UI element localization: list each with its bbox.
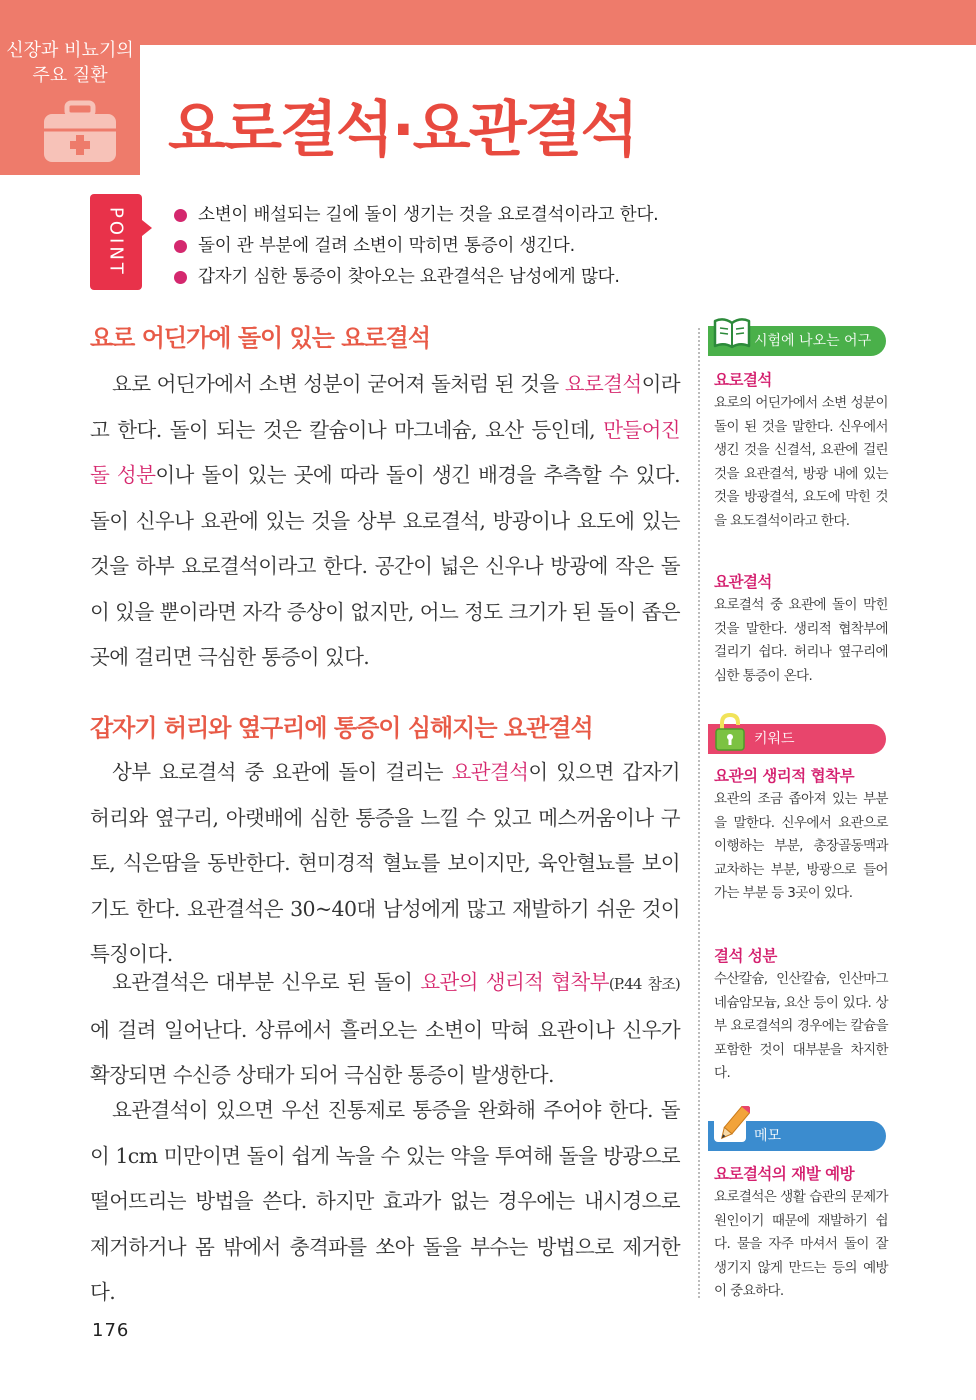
section-tag-text [0,38,140,88]
sidebar-divider [698,328,700,1298]
memo-label: 메모 [754,1128,782,1144]
section1-heading: 요로 어딘가에 돌이 있는 요로결석 [90,324,430,352]
highlight-term: 만들어진 돌 성분 [90,417,680,487]
point-label: POINT [105,207,127,277]
point-item: 돌이 관 부분에 걸려 소변이 막히면 통증이 생긴다. [174,231,659,262]
first-aid-kit-icon [42,100,118,164]
sidebar-term: 요로결석의 재발 예방 [714,1165,855,1183]
sidebar-term: 결석 성분 [714,947,777,965]
sidebar-definition: 요관의 조금 좁아져 있는 부분을 말한다. 신우에서 요관으로 이행하는 부분, 총장골동맥과 교차하는 부분, 방광으로 들어가는 부분 등 3곳이 있다. [714,791,888,901]
sidebar-definition: 요로결석은 생활 습관의 문제가 원인이기 때문에 재발하기 쉽다. 물을 자주 마셔서 돌이 잘 생기지 않게 만드는 등의 예방이 중요하다. [714,1189,888,1299]
sidebar-definition: 수산칼슘, 인산칼슘, 인산마그네슘암모늄, 요산 등이 있다. 상부 요로결석의 경우에는 칼슘을 포함한 것이 대부분을 차지한다. [714,971,888,1081]
sidebar-term: 요관의 생리적 협착부 [714,767,855,785]
sidebar-term: 요로결석 [714,371,772,389]
sidebar-term: 요관결석 [714,573,772,591]
bullet-dot-icon [174,240,187,253]
highlight-term: 요관의 생리적 협착부 [420,970,609,994]
section-tag [0,0,140,175]
section2-paragraph-3: 요관결석이 있으면 우선 진통제로 통증을 완화해 주어야 한다. 돌이 1cm 미만이면 돌이 쉽게 녹을 수 있는 약을 투여해 돌을 방광으로 떨어뜨리는 방법을 쓴다. 하지만 효과가 없는 경우에는 내시경으로 제거하거나 몸 밖에서 충격파를 쏘아 돌을 부수는 방법으로 제거한다. [90,1098,680,1304]
page-reference: (P.44 참조) [608,975,680,993]
highlight-term: 요관결석 [451,760,529,784]
section-tag-line2: 주요 질환 [32,65,108,86]
padlock-icon [714,712,746,752]
page-number: 176 [92,1320,130,1341]
bullet-dot-icon [174,209,187,222]
point-item: 갑자기 심한 통증이 찾아오는 요관결석은 남성에게 많다. [174,262,659,293]
section-tag-line1: 신장과 비뇨기의 [6,40,134,61]
section2-heading: 갑자기 허리와 옆구리에 통증이 심해지는 요관결석 [90,714,593,742]
page-title: 요로결석·요관결석 [168,95,637,165]
exam-terms-label: 시험에 나오는 어구 [754,333,872,349]
open-book-icon [712,316,752,350]
point-tab [90,194,142,290]
keyword-label: 키워드 [754,731,795,747]
pencil-icon [714,1106,750,1146]
bullet-dot-icon [174,271,187,284]
section1-paragraph: 요로 어딘가에서 소변 성분이 굳어져 돌처럼 된 것을 요로결석이라고 한다. 돌이 되는 것은 칼슘이나 마그네슘, 요산 등인데, 만들어진 돌 성분이나 돌이 있는 곳에 따라 돌이 생긴 배경을 추측할 수 있다. 돌이 신우나 요관에 있는 것을 상부 요로결석, 방광이나 요도에 있는 것을 하부 요로결석이라고 한다. 공간이 넓은 신우나 방광에 작은 돌이 있을 뿐이라면 자각 증상이 없지만, 어느 정도 크기가 된 돌이 좁은 곳에 걸리면 극심한 통증이 있다. [90,372,681,669]
point-item: 소변이 배설되는 길에 돌이 생기는 것을 요로결석이라고 한다. [174,200,659,231]
sidebar-definition: 요로의 어딘가에서 소변 성분이 돌이 된 것을 말한다. 신우에서 생긴 것을 신결석, 요관에 걸린 것을 요관결석, 방광 내에 있는 것을 방광결석, 요도에 막힌 것을 요도결석이라고 한다. [714,395,888,529]
highlight-term: 요로결석 [564,372,642,396]
sidebar-definition: 요로결석 중 요관에 돌이 막힌 것을 말한다. 생리적 협착부에 걸리기 쉽다. 허리나 옆구리에 심한 통증이 온다. [714,597,888,684]
header-band [0,0,976,45]
section2-paragraph-1: 상부 요로결석 중 요관에 돌이 걸리는 요관결석이 있으면 갑자기 허리와 옆구리, 아랫배에 심한 통증을 느낄 수 있고 메스꺼움이나 구토, 식은땀을 동반한다. 현미경적 혈뇨를 보이지만, 육안혈뇨를 보이기도 한다. 요관결석은 30~40대 남성에게 많고 재발하기 쉬운 것이 특징이다. [90,760,680,966]
point-list [174,200,659,293]
section2-paragraph-2: 요관결석은 대부분 신우로 된 돌이 요관의 생리적 협착부(P.44 참조)에 걸려 일어난다. 상류에서 흘러오는 소변이 막혀 요관이나 신우가 확장되면 수신증 상태가 되어 극심한 통증이 발생한다. [90,970,680,1087]
